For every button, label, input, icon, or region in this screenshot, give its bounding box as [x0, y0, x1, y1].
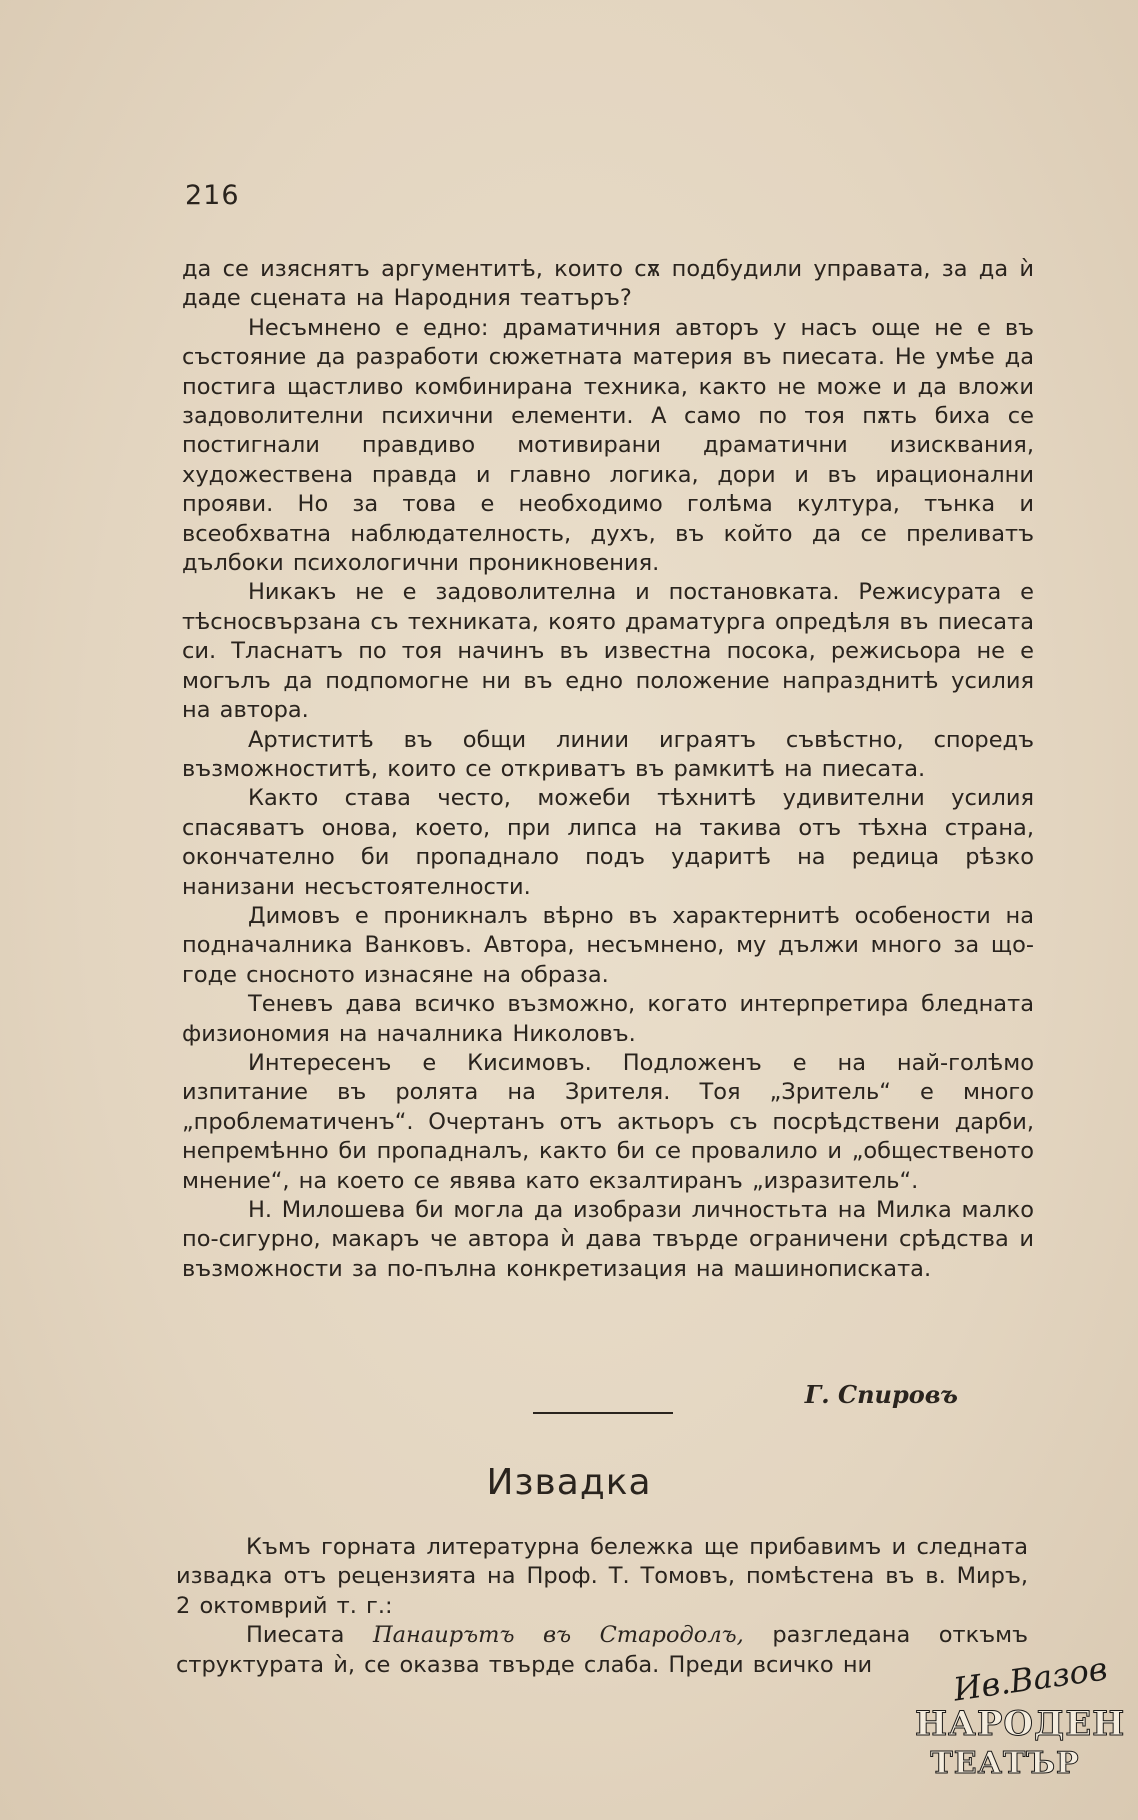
section-title: Извадка — [486, 1462, 652, 1503]
paragraph: Несъмнено е едно: драматичния авторъ у насъ още не е въ състояние да разработи сюжетната материя въ пиесата. Не умѣе да постига щастливо комбинирана техника, както не може и да вложи задоволителни психични елементи. А само по тоя пѫть биха се постигнали правдиво мотивирани драматични изисквания, художествена правда и главно логика, дори и въ ирационални прояви. Но за това е необходимо голѣма култура, тънка и всеобхватна наблюдателность, духъ, въ който да се преливатъ дълбоки психологични проникновения. — [182, 314, 1034, 577]
excerpt-line-end: разгледана откъмъ структурата ѝ, се оказва твърде слаба. Преди всичко ни — [176, 1622, 1029, 1678]
article-body — [182, 255, 1034, 1284]
stamp-line-2: ТЕАТЪР — [930, 1746, 1080, 1781]
paragraph: Интересенъ е Кисимовъ. Подложенъ е на най-голѣмо изпитание въ ролята на Зрителя. Тоя „Зритель“ е много „проблематиченъ“. Очертанъ отъ актьоръ съ посрѣдствени дарби, непремѣнно би пропадналъ, както би се провалило и „общественото мнение“, на което се явява като екзалтиранъ „изразитель“. — [182, 1049, 1034, 1194]
author-signature: Г. Спировъ — [804, 1380, 958, 1409]
excerpt-quote — [176, 1621, 1028, 1680]
paragraph: Артиститѣ въ общи линии играятъ съвѣстно, споредъ възможноститѣ, които се откриватъ въ рамкитѣ на пиесата. — [182, 726, 1034, 782]
excerpt-line-start: Пиесата — [246, 1622, 345, 1649]
paragraph: да се изяснятъ аргументитѣ, които сѫ подбудили управата, за да ѝ даде сцената на Народния театъръ? — [182, 256, 1034, 312]
stamp-script: Ив.Вазов — [951, 1649, 1110, 1709]
paragraph: Н. Милошева би могла да изобрази личностьта на Милка малко по-сигурно, макаръ че автора ѝ дава твърде ограничени срѣдства и възможности за по-пълна конкретизация на машинописката. — [182, 1197, 1034, 1282]
excerpt-body — [176, 1533, 1028, 1680]
paragraph: Димовъ е проникналъ вѣрно въ характернитѣ особености на подначалника Ванковъ. Автора, несъмнено, му дължи много за що-годе сносното изнасяне на образа. — [182, 902, 1034, 988]
excerpt-intro: Къмъ горната литературна бележка ще прибавимъ и следната извадка отъ рецензията на Проф. Т. Томовъ, помѣстена въ в. Миръ, 2 октомврий т. г.: — [176, 1534, 1028, 1619]
paragraph: Както става често, можеби тѣхнитѣ удивителни усилия спасяватъ онова, което, при липса на такива отъ тѣхна страна, окончателно би пропаднало подъ ударитѣ на редица рѣзко нанизани несъстоятелности. — [182, 785, 1034, 900]
section-divider — [533, 1412, 673, 1414]
paragraph: Теневъ дава всичко възможно, когато интерпретира бледната физиономия на началника Николовъ. — [182, 991, 1034, 1047]
library-stamp — [915, 1649, 1126, 1790]
stamp-line-1: НАРОДЕН — [915, 1704, 1126, 1744]
play-title: Панаирътъ въ Стародолъ, — [372, 1622, 744, 1649]
page-number: 216 — [185, 180, 240, 211]
paragraph: Никакъ не е задоволителна и постановката. Режисурата е тѣсносвързана съ техниката, която драматурга опредѣля въ пиесата си. Тласнатъ по тоя начинъ въ известна посока, режисьора не е могълъ да подпомогне ни въ едно положение напразднитѣ усилия на автора. — [182, 579, 1034, 724]
